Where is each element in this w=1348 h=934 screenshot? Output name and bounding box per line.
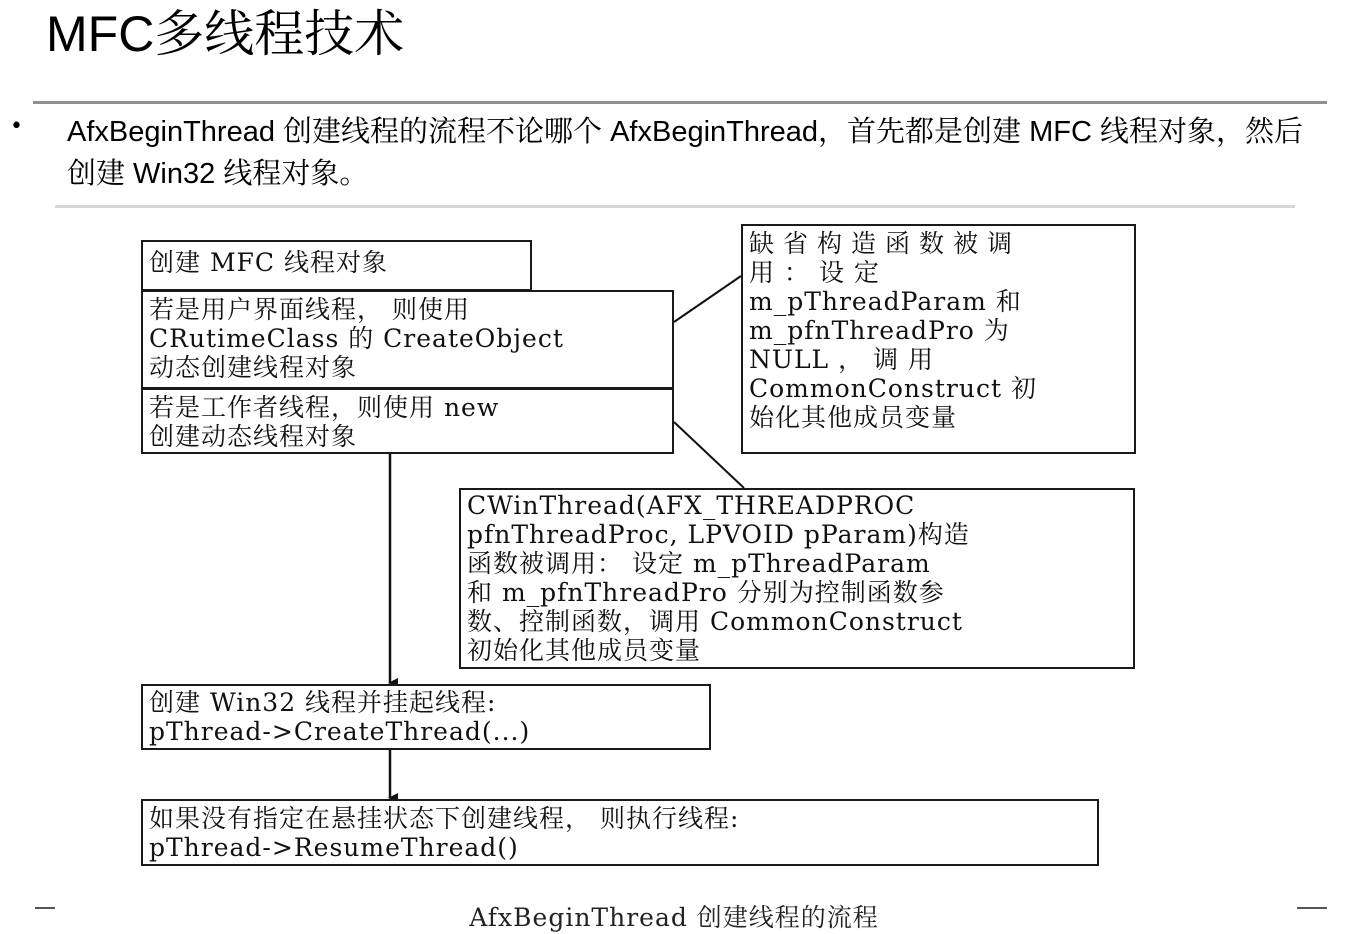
- box-text: pfnThreadProc, LPVOID pParam)构造: [467, 520, 970, 549]
- box-text: CommonConstruct: [749, 374, 1003, 403]
- box-text: 若是工作者线程，则使用 new: [149, 393, 500, 422]
- box-worker-thread: [141, 388, 674, 454]
- bullet-marker: •: [10, 114, 23, 139]
- box-text: 用: [749, 258, 776, 287]
- box-text: CWinThread(AFX_THREADPROC: [467, 491, 916, 520]
- diagram-caption: AfxBeginThread 创建线程的流程: [469, 903, 879, 932]
- box-text: 调: [873, 345, 900, 374]
- box-text: m_pThreadParam: [749, 287, 987, 316]
- footer-dash-right: [1297, 907, 1327, 909]
- box-text: 用: [908, 345, 935, 374]
- bullet-text: AfxBeginThread 创建线程的流程不论哪个 AfxBeginThread，首先都是创建 MFC 线程对象，然后创建 Win32 线程对象。: [67, 116, 1303, 190]
- box-create-mfc-thread-object: [141, 240, 532, 291]
- box-text: 和 m_pfnThreadPro 分别为控制函数参: [467, 578, 945, 607]
- box-text: 始化其他成员变量: [749, 403, 958, 432]
- box-ui-thread: [141, 290, 674, 389]
- box-text-row: [749, 287, 1128, 316]
- box-create-win32-thread: [141, 684, 711, 750]
- box-text: 创建 MFC 线程对象: [149, 248, 388, 277]
- box-text: ，: [838, 345, 865, 374]
- box-text-row: [749, 316, 1128, 345]
- box-text: 如果没有指定在悬挂状态下创建线程， 则执行线程:: [149, 804, 740, 833]
- box-text: 为: [983, 316, 1010, 345]
- box-text: 和: [995, 287, 1022, 316]
- box-text: pThread->ResumeThread(): [149, 833, 519, 862]
- box-text: 函数被调用： 设定 m_pThreadParam: [467, 549, 931, 578]
- box-cwinthread-constructor: [459, 488, 1135, 669]
- box-text: m_pfnThreadPro: [749, 316, 975, 345]
- box-text-row: [749, 258, 1128, 287]
- box-text: 动态创建线程对象: [149, 353, 358, 382]
- box-text: 初: [1010, 374, 1037, 403]
- box-text: NULL: [749, 345, 830, 374]
- box-text-row: [749, 374, 1128, 403]
- box-text: pThread->CreateThread(...): [149, 717, 531, 746]
- line-ui-to-default: [674, 276, 741, 322]
- box-text: 缺省构造函数被调: [749, 229, 1022, 258]
- line-worker-to-cwin: [674, 422, 744, 488]
- box-default-constructor: [741, 224, 1136, 454]
- footer-dash-left: [35, 907, 55, 909]
- box-resume-thread: [141, 799, 1099, 866]
- box-text: CRutimeClass 的 CreateObject: [149, 324, 564, 353]
- box-text: 创建动态线程对象: [149, 422, 358, 451]
- box-text: 若是用户界面线程， 则使用: [149, 295, 470, 324]
- slide-title: MFC多线程技术: [46, 6, 405, 62]
- box-text-row: [749, 345, 1128, 374]
- box-text: 初始化其他成员变量: [467, 636, 702, 665]
- box-text: 定: [853, 258, 880, 287]
- box-text: 创建 Win32 线程并挂起线程:: [149, 688, 497, 717]
- box-text: 数、控制函数，调用 CommonConstruct: [467, 607, 963, 636]
- box-text: 设: [818, 258, 845, 287]
- box-text: ：: [783, 258, 810, 287]
